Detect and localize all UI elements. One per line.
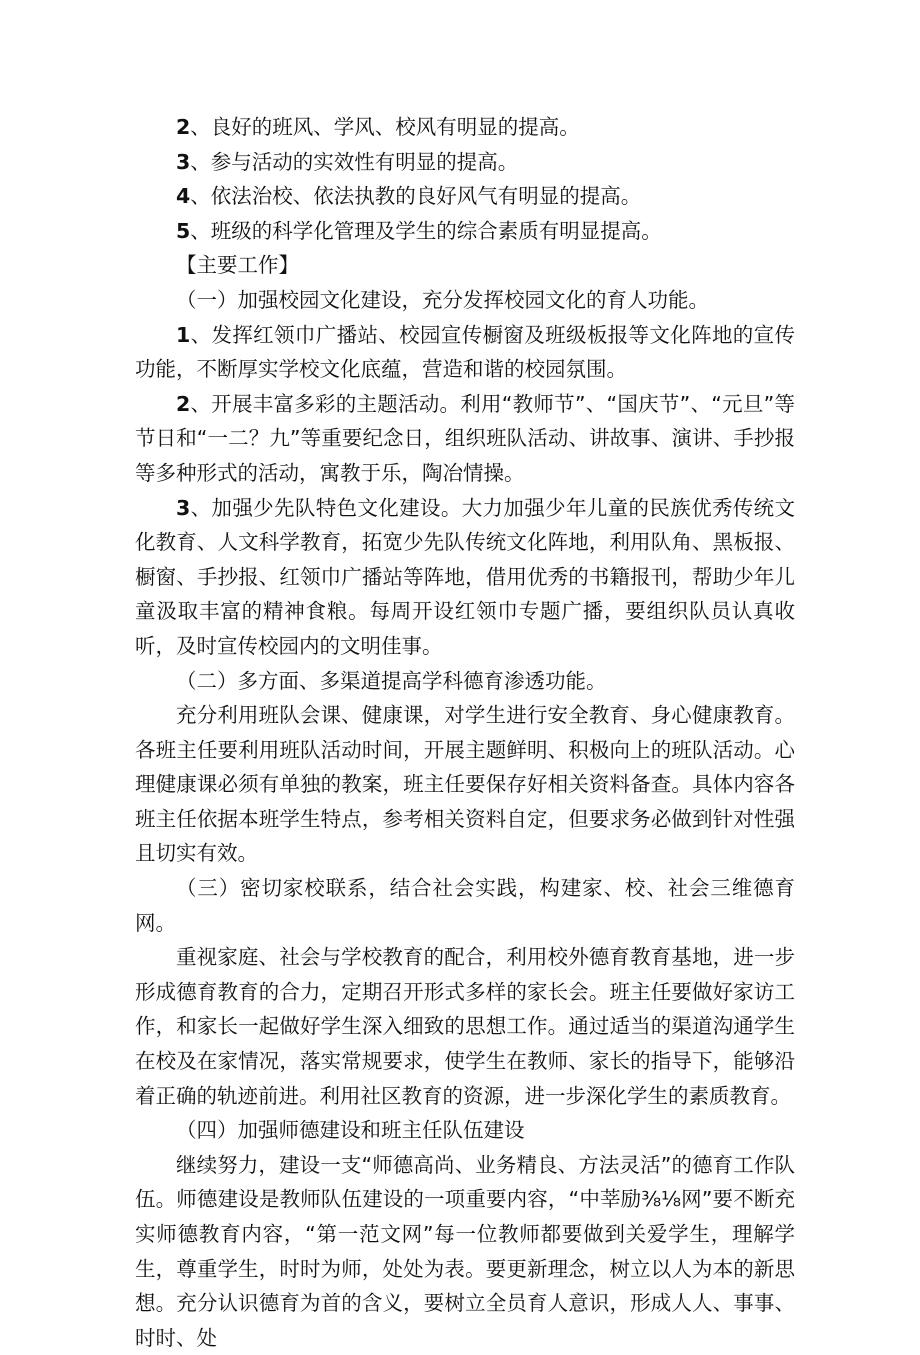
subsection-heading-3 [135, 871, 795, 940]
item-number: 2 [176, 391, 191, 416]
paragraph-home-school [135, 940, 795, 1113]
paragraph-text: 重视家庭、社会与学校教育的配合，利用校外德育教育基地，进一步形成德育教育的合力，定期召开形式多样的家长会。班主任要做好家访工作，和家长一起做好学生深入细致的思想工作。通过适当的渠道沟通学生在校及在家情况，落实常规要求，使学生在教师、家长的指导下，能够沿着正确的轨迹前进。利用社区教育的资源，进一步深化学生的素质教育。 [135, 945, 795, 1108]
paragraph-goal-2 [135, 110, 795, 145]
heading-text: （四）加强师德建设和班主任队伍建设 [176, 1118, 525, 1143]
subsection-heading-2 [135, 664, 795, 699]
paragraph-culture-1 [135, 318, 795, 387]
paragraph-text: 充分利用班队会课、健康课，对学生进行安全教育、身心健康教育。各班主任要利用班队活动时间，开展主题鲜明、积极向上的班队活动。心理健康课必须有单独的教案，班主任要保存好相关资料备查。具体内容各班主任依据本班学生特点，参考相关资料自定，但要求务必做到针对性强且切实有效。 [135, 703, 795, 866]
paragraph-text: 、加强少先队特色文化建设。大力加强少年儿童的民族优秀传统文化教育、人文科学教育，拓宽少先队传统文化阵地，利用队角、黑板报、橱窗、手抄报、红领巾广播站等阵地，借用优秀的书籍报刊，帮助少年儿童汲取丰富的精神食粮。每周开设红领巾专题广播，要组织队员认真收听，及时宣传校园内的文明佳事。 [135, 495, 795, 658]
item-number: 4 [176, 184, 191, 209]
paragraph-culture-3 [135, 491, 795, 664]
section-heading-main-work [135, 248, 795, 283]
paragraph-teacher-ethics [135, 1148, 795, 1355]
paragraph-culture-2 [135, 387, 795, 491]
paragraph-text: 、发挥红领巾广播站、校园宣传橱窗及班级板报等文化阵地的宣传功能，不断厚实学校文化底蕴，营造和谐的校园氛围。 [135, 322, 795, 382]
subsection-heading-4 [135, 1113, 795, 1148]
paragraph-subject-moral [135, 698, 795, 871]
item-number: 2 [176, 115, 191, 139]
item-number: 3 [176, 149, 191, 174]
heading-text: （三）密切家校联系，结合社会实践，构建家、校、社会三维德育网。 [135, 876, 795, 935]
subsection-heading-1 [135, 283, 795, 318]
paragraph-text: 、班级的科学化管理及学生的综合素质有明显提高。 [190, 218, 662, 243]
paragraph-text: 、参与活动的实效性有明显的提高。 [190, 149, 519, 174]
heading-text: 【主要工作】 [176, 253, 299, 278]
paragraph-text: 、开展丰富多彩的主题活动。利用“教师节”、“国庆节”、“元旦”等节日和“一二？九”等重要纪念日，组织班队活动、讲故事、演讲、手抄报等多种形式的活动，寓教于乐，陶冶情操。 [135, 391, 795, 485]
paragraph-goal-4 [135, 179, 795, 214]
heading-text: （二）多方面、多渠道提高学科德育渗透功能。 [176, 668, 607, 693]
paragraph-text: 、良好的班风、学风、校风有明显的提高。 [190, 115, 580, 139]
item-number: 1 [176, 322, 191, 347]
paragraph-goal-5 [135, 214, 795, 249]
item-number: 3 [176, 495, 191, 520]
document-body [135, 110, 795, 1355]
paragraph-text: 继续努力，建设一支“师德高尚、业务精良、方法灵活”的德育工作队伍。师德建设是教师队伍建设的一项重要内容，“中莘励⅜⅛网”要不断充实师德教育内容，“第一范文网”每一位教师都要做到关爱学生，理解学生，尊重学生，时时为师，处处为表。要更新理念，树立以人为本的新思想。充分认识德育为首的含义，要树立全员育人意识，形成人人、事事、时时、处 [135, 1152, 795, 1350]
paragraph-goal-3 [135, 145, 795, 180]
heading-text: （一）加强校园文化建设，充分发挥校园文化的育人功能。 [176, 287, 709, 312]
paragraph-text: 、依法治校、依法执教的良好风气有明显的提高。 [190, 184, 642, 209]
item-number: 5 [176, 218, 191, 243]
